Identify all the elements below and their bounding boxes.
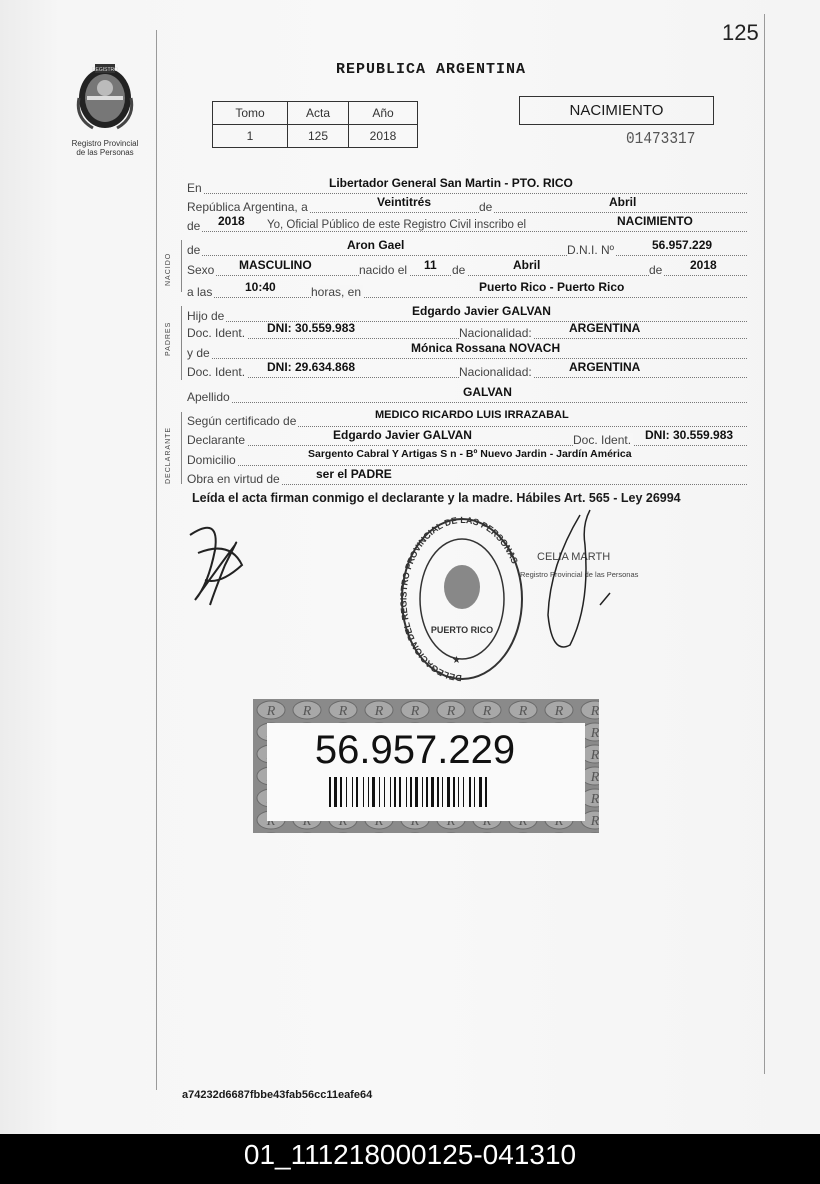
side-label-declarante: DECLARANTE [165,426,172,484]
footer-hash: a74232d6687fbbe43fab56cc11eafe64 [182,1089,373,1101]
label-de-anio: de [187,219,201,233]
dni-label-number: 56.957.229 [314,728,516,772]
label-en: En [187,181,202,195]
value-tomo: 1 [213,125,288,148]
value-nac-dia: 11 [424,258,437,272]
label-alas: a las [187,285,213,299]
row-nombre [187,238,747,257]
header-anio: Año [349,102,418,125]
label-obra: Obra en virtud de [187,472,280,486]
file-code-bar [0,1134,820,1184]
dni-label-graphic [253,699,599,833]
serial-number: 01473317 [626,130,696,149]
row-apellido [187,385,747,404]
document-title: REPUBLICA ARGENTINA [336,61,527,78]
row-madre-doc [187,360,747,379]
header-tomo: Tomo [213,102,288,125]
left-margin-line [156,30,157,1090]
label-de3: de [452,263,466,277]
value-padre-nac: ARGENTINA [569,321,641,335]
label-domicilio: Domicilio [187,453,236,467]
label-nacionalidad2: Nacionalidad: [459,365,532,379]
value-certificado: MEDICO RICARDO LUIS IRRAZABAL [375,409,569,421]
row-padre-doc [187,321,747,340]
row-hora [187,280,747,299]
label-yde: y de [187,346,210,360]
value-nac-anio: 2018 [690,258,717,272]
label-inscribo: Yo, Oficial Público de este Registro Civil inscribo el [267,219,527,231]
bracket-nacido [181,240,182,292]
row-madre [187,341,747,360]
label-declarante: Declarante [187,433,246,447]
label-horas: horas, en [311,285,362,299]
label-dni: D.N.I. Nº [567,243,615,257]
row-padre [187,304,747,323]
value-en: Libertador General San Martin - PTO. RICO [329,176,573,190]
row-domicilio [187,448,747,467]
label-nacido: nacido el [359,263,408,277]
stamp-star-icon: ★ [452,655,461,666]
value-nombre: Aron Gael [347,238,405,252]
label-republica: República Argentina, a [187,200,308,214]
value-lugar-nac: Puerto Rico - Puerto Rico [479,280,625,294]
officer-subtitle: Registro Provincial de las Personas [520,570,639,579]
label-apellido: Apellido [187,390,230,404]
value-obra: ser el PADRE [316,467,392,481]
label-docident: Doc. Ident. [187,326,246,340]
value-anio-acta: 2018 [218,214,245,228]
label-nombre: de [187,243,201,257]
label-docident2: Doc. Ident. [187,365,246,379]
value-dni: 56.957.229 [652,238,713,252]
row-obra [187,467,747,486]
file-code: 01_111218000125-041310 [243,1139,577,1170]
value-acta: 125 [288,125,349,148]
value-padre: Edgardo Javier GALVAN [412,304,551,318]
stamp-ring-text: DELEGACION DEL REGISTRO PROVINCIAL DE LAS PERSONAS [398,514,520,684]
side-label-nacido: NACIDO [165,252,172,286]
emblem-caption-line2: de las Personas [76,148,134,157]
value-madre: Mónica Rossana NOVACH [411,341,561,355]
row-sexo [187,258,747,277]
emblem-caption-line1: Registro Provincial [71,139,139,148]
header-acta: Acta [288,102,349,125]
officer-signature [520,510,639,647]
signatures-and-stamp [180,505,740,685]
value-declarante: Edgardo Javier GALVAN [333,428,472,442]
label-docident3: Doc. Ident. [573,433,632,447]
value-inscribo: NACIMIENTO [617,214,693,228]
emblem-text: REGISTRO [91,67,119,73]
value-sexo: MASCULINO [239,258,312,272]
page-number: 125 [722,20,759,45]
label-de4: de [649,263,663,277]
label-certificado: Según certificado de [187,414,297,428]
value-anio: 2018 [349,125,418,148]
coat-of-arms-icon [73,58,137,132]
stamp-inner-text: PUERTO RICO [430,625,494,635]
acta-table [212,101,418,148]
value-madre-doc: DNI: 29.634.868 [267,360,356,374]
value-madre-nac: ARGENTINA [569,360,641,374]
value-declarante-doc: DNI: 30.559.983 [645,428,734,442]
row-lugar [187,176,747,195]
officer-name: CELIA MARTH [537,551,611,563]
declarant-signature [190,528,242,605]
value-hora: 10:40 [245,280,276,294]
side-label-padres: PADRES [165,321,172,356]
bracket-declarante [181,412,182,484]
row-declarante [187,428,747,447]
label-hijo: Hijo de [187,309,225,323]
value-mes: Abril [609,195,637,209]
row-inscribo [187,214,747,233]
row-certificado [187,409,747,428]
bracket-padres [181,306,182,380]
row-fecha [187,195,747,214]
value-nac-mes: Abril [513,258,541,272]
value-dia: Veintitrés [377,195,432,209]
document-type-box: NACIMIENTO [519,96,714,125]
dni-number-label [253,699,599,833]
label-de: de [479,200,493,214]
closing-text: Leída el acta firman conmigo el declarante y la madre. Hábiles Art. 565 - Ley 26994 [192,491,681,505]
value-domicilio: Sargento Cabral Y Artigas S n - Bº Nuevo Jardin - Jardín América [308,448,632,460]
right-margin-line [764,14,765,1074]
label-sexo: Sexo [187,263,215,277]
value-apellido: GALVAN [463,385,512,399]
official-stamp [398,515,522,683]
value-padre-doc: DNI: 30.559.983 [267,321,356,335]
label-nacionalidad: Nacionalidad: [459,326,532,340]
registry-emblem [60,58,150,157]
